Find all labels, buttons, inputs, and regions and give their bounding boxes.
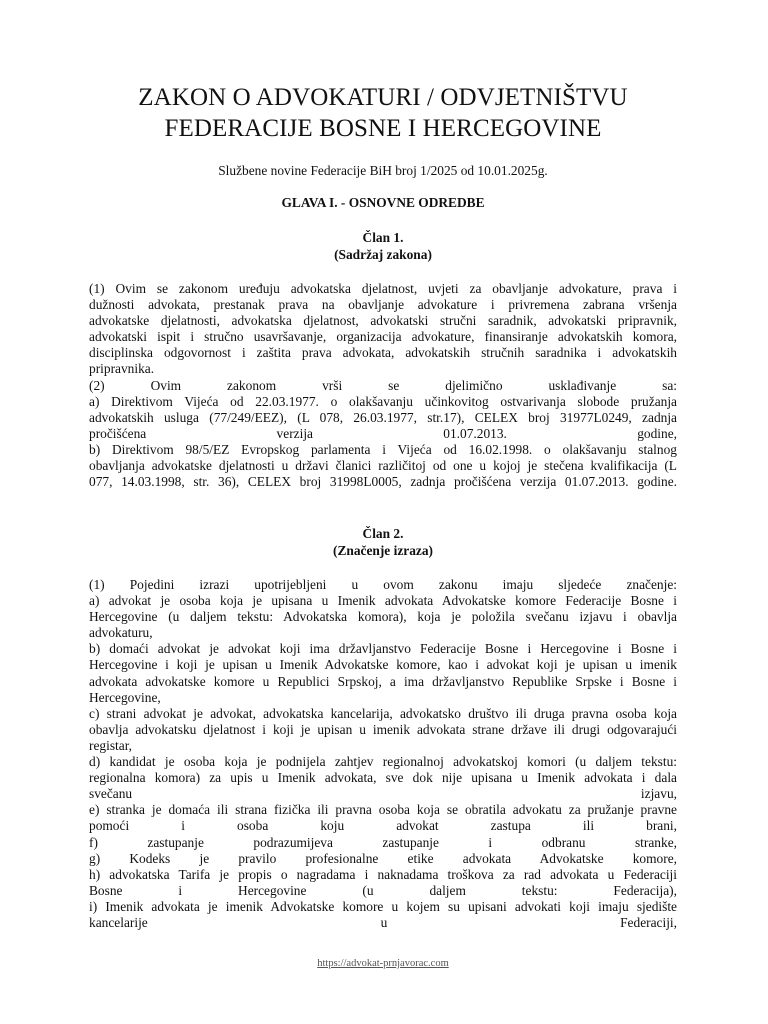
article-2-number: Član 2. xyxy=(362,526,404,541)
title-line-2: FEDERACIJE BOSNE I HERCEGOVINE xyxy=(164,115,602,142)
article-2-line: kancelarije u Federaciji, xyxy=(89,914,677,930)
article-1-line: 077, 14.03.1998, str. 36), CELEX broj 31998L0005, zadnja pročišćena verzija 01.07.2013. godine. xyxy=(89,474,677,490)
article-2-line: b) domaći advokat je advokat koji ima državljanstvo Federacije Bosne i Hercegovine i Bosne i xyxy=(89,641,677,657)
gazette-reference: Službene novine Federacije BiH broj 1/2025 od 10.01.2025g. xyxy=(218,163,548,178)
article-2-line: Hercegovine, xyxy=(89,689,161,705)
article-1-line: pročišćena verzija 01.07.2013. godine, xyxy=(89,425,677,441)
article-1-number: Član 1. xyxy=(362,230,404,245)
article-2-line: Hercegovine (u daljem tekstu: Advokatska komora), koja je položila svečanu izjavu i obavlja xyxy=(89,609,677,625)
article-2-body xyxy=(89,577,677,931)
article-2-line: i) Imenik advokata je imenik Advokatske komore u kojem su upisani advokati koji imaju sjedište xyxy=(89,898,677,914)
article-1-line: pripravnika. xyxy=(89,361,155,377)
article-2-heading: (Značenje izraza) xyxy=(332,543,434,558)
article-2-line: Bosne i Hercegovine (u daljem tekstu: Federacija), xyxy=(89,882,677,898)
article-1-line: dužnosti advokata, prestanak prava na obavljanje advokature i privremena zabrana vršenja xyxy=(89,297,677,313)
article-2-line: svečanu izjavu, xyxy=(89,786,677,802)
title-line-1: ZAKON O ADVOKATURI / ODVJETNIŠTVU xyxy=(138,84,628,111)
article-1-line: advokatske djelatnosti, advokatska djelatnost, advokatski stručni saradnik, advokatski pripravnik, xyxy=(89,313,677,329)
article-2-line: g) Kodeks je pravilo profesionalne etike advokata Advokatske komore, xyxy=(89,850,677,866)
document-title xyxy=(89,82,677,144)
article-2-line: c) strani advokat je advokat, advokatska kancelarija, advokatsko društvo ili druga pravna osoba koja xyxy=(89,705,677,721)
article-2-line: (1) Pojedini izrazi upotrijebljeni u ovom zakonu imaju sljedeće značenje: xyxy=(89,577,677,592)
article-2-header xyxy=(89,525,677,559)
article-2-line: f) zastupanje podrazumijeva zastupanje i odbranu stranke, xyxy=(89,834,677,850)
article-1-line: advokatskih usluga (77/249/EEZ), (L 078, 26.03.1977, str.17), CELEX broj 31977L0249, zadnja xyxy=(89,409,677,425)
article-1-line: (1) Ovim se zakonom uređuju advokatska djelatnost, uvjeti za obavljanje advokature, prava i xyxy=(89,281,677,296)
article-2-line: advokata advokatske komore u Republici Srpskoj, a ima državljanstvo Republike Srpske i Bosne i xyxy=(89,673,677,689)
footer xyxy=(89,957,677,971)
article-1-line: a) Direktivom Vijeća od 22.03.1977. o olakšavanju učinkovitog ostvarivanja slobode pružanja xyxy=(89,393,677,409)
article-1-body xyxy=(89,281,677,490)
article-2-line: obavlja advokatsku djelatnost i koji je upisan u imenik advokata strane države ili drugi odgovarajući xyxy=(89,721,677,737)
article-2-line: advokaturu, xyxy=(89,625,153,641)
article-2-line: registar, xyxy=(89,737,132,753)
article-1-line: b) Direktivom 98/5/EZ Evropskog parlamenta i Vijeća od 16.02.1998. o olakšavanju stalnog xyxy=(89,441,677,457)
article-1-line: (2) Ovim zakonom vrši se djelimično usklađivanje sa: xyxy=(89,377,677,393)
footer-link[interactable]: https://advokat-prnjavorac.com xyxy=(317,958,449,969)
article-2-line: e) stranka je domaća ili strana fizička ili pravna osoba koja se obratila advokatu za pružanje pravne xyxy=(89,802,677,818)
chapter-heading: GLAVA I. - OSNOVNE ODREDBE xyxy=(281,195,485,210)
article-2-line: regionalna komora) za upis u Imenik advokata, sve dok nije upisana u Imenik advokata i dala xyxy=(89,770,677,786)
article-2-line: pomoći i osoba koju advokat zastupa ili brani, xyxy=(89,818,677,834)
article-2-line: a) advokat je osoba koja je upisana u Imenik advokata Advokatske komore Federacije Bosne i xyxy=(89,593,677,609)
article-1-line: advokatski ispit i stručno usavršavanje, organizacija advokature, finansiranje advokatskih komora, xyxy=(89,329,677,345)
article-1-heading: (Sadržaj zakona) xyxy=(334,247,432,262)
article-2-line: Hercegovine i koji je upisan u Imenik Advokatske komore, kao i advokat koji je upisan u imenik xyxy=(89,657,677,673)
article-2-line: h) advokatska Tarifa je propis o nagradama i naknadama troškova za rad advokata u Federaciji xyxy=(89,866,677,882)
article-2-line: d) kandidat je osoba koja je podnijela zahtjev regionalnoj advokatskoj komori (u daljem tekstu: xyxy=(89,754,677,770)
article-1-line: obavljanja advokatske djelatnosti u državi članici različitoj od one u kojoj je stečena kvalifikacija (L xyxy=(89,458,677,474)
article-1-line: disciplinska odgovornost i zaštita prava advokata, advokatskih stručnih saradnika i advokatskih xyxy=(89,345,677,361)
article-1-header xyxy=(89,229,677,263)
document-page xyxy=(89,0,677,1024)
